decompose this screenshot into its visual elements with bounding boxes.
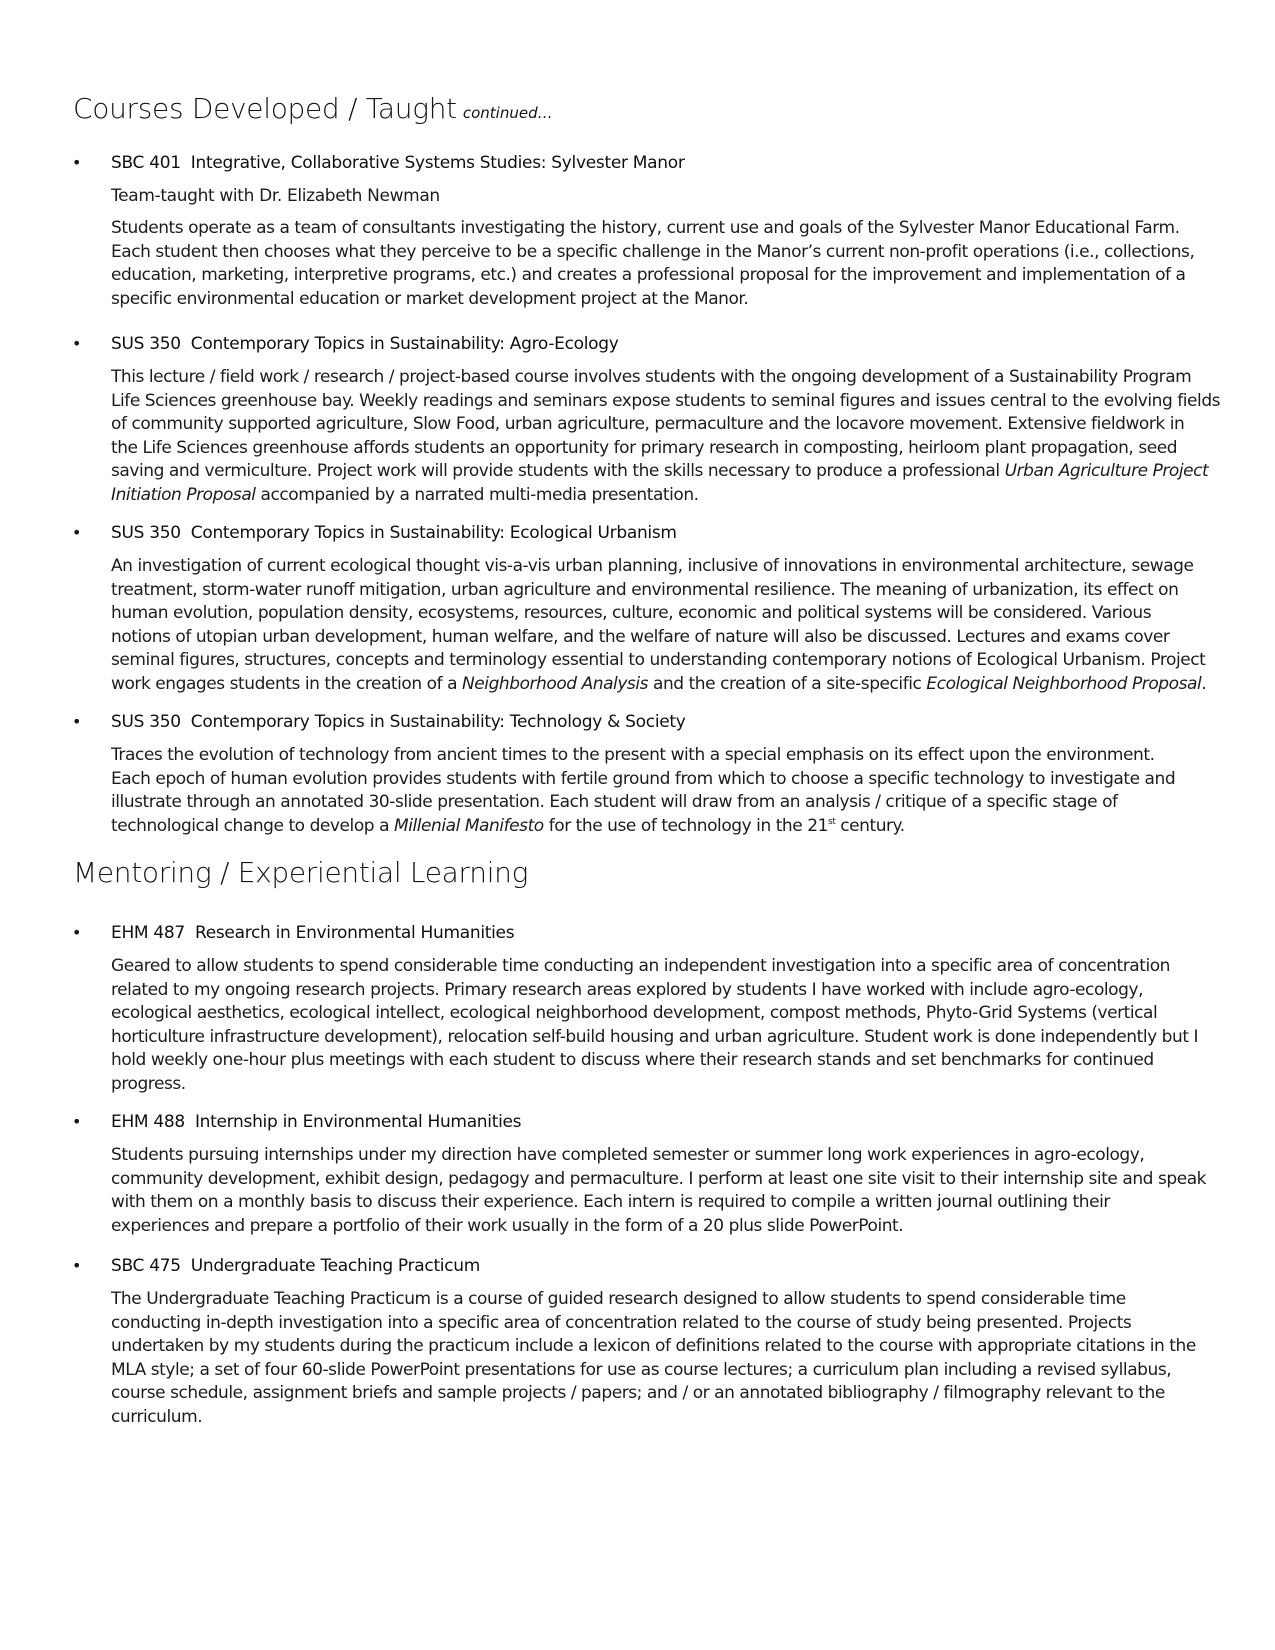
description-line [111, 460, 1220, 484]
bullet: • [72, 334, 82, 353]
course-description [111, 955, 1198, 1096]
description-line: Each student then chooses what they perceive to be a specific challenge in the Manor’s current non-profit operations (i.e., collections, [111, 241, 1195, 262]
text-run: saving and vermiculture. Project work will provide students with the skills necessary to produce a professional [111, 461, 1005, 481]
course-name: Undergraduate Teaching Practicum [190, 1256, 481, 1276]
description-line: progress. [111, 1073, 186, 1094]
course-title [111, 333, 619, 355]
description-line: of community supported agriculture, Slow Food, urban agriculture, permaculture and the locavore movement. Extensive fieldwork in [111, 414, 1185, 434]
text-run: century. [835, 815, 905, 836]
text-run: for the use of technology in the 21 [543, 815, 828, 836]
description-line: notions of utopian urban development, human welfare, and the welfare of nature will also be discussed. Lectures and exams cover [111, 626, 1170, 647]
description-line: seminal figures, structures, concepts and terminology essential to understanding contemporary notions of Ecological Urbanism. Project [111, 650, 1206, 670]
description-line: ecological aesthetics, ecological intellect, ecological neighborhood development, compost methods, Phyto-Grid Systems (vertical [111, 1003, 1158, 1023]
description-line: MLA style; a set of four 60-slide PowerPoint presentations for use as course lectures; a curriculum plan including a revised syllabus, [111, 1359, 1172, 1380]
section-title: Mentoring / Experiential Learning [73, 856, 529, 889]
description-line: conducting in-depth investigation into a specific area of concentration related to the course of study being presented. Projects [111, 1312, 1132, 1333]
ordinal-superscript: st [827, 816, 836, 827]
course-description [111, 1288, 1196, 1429]
description-line [111, 673, 1206, 697]
description-line: hold weekly one-hour plus meetings with each student to discuss where their research stands and set benchmarks for continued [111, 1050, 1154, 1070]
description-line: specific environmental education or market development project at the Manor. [111, 288, 749, 309]
bullet: • [72, 923, 82, 942]
course-code: SBC 401 [111, 153, 181, 173]
description-line: The Undergraduate Teaching Practicum is a course of guided research designed to allow students to spend considerable time [111, 1289, 1126, 1309]
course-code: EHM 487 [111, 923, 185, 943]
course-description [111, 366, 1220, 507]
course-title [111, 522, 677, 544]
course-code: SUS 350 [111, 712, 181, 732]
course-description [111, 217, 1194, 311]
course-title [111, 711, 686, 733]
course-name: Internship in Environmental Humanities [194, 1112, 522, 1132]
italic-title: Initiation Proposal [111, 484, 256, 505]
text-run: accompanied by a narrated multi-media presentation. [255, 484, 699, 505]
team-taught-note: Team-taught with Dr. Elizabeth Newman [111, 186, 440, 206]
description-line: Students operate as a team of consultants investigating the history, current use and goals of the Sylvester Manor Educational Farm. [111, 218, 1180, 238]
text-run: and the creation of a site-specific [648, 673, 927, 694]
description-line: curriculum. [111, 1406, 203, 1427]
description-line: course schedule, assignment briefs and sample projects / papers; and / or an annotated bibliography / filmography relevant to the [111, 1383, 1165, 1403]
course-code: EHM 488 [111, 1112, 185, 1132]
bullet: • [72, 1112, 82, 1131]
course-code: SUS 350 [111, 334, 181, 354]
description-line: Students pursuing internships under my direction have completed semester or summer long work experiences in agro-ecology, [111, 1145, 1145, 1165]
section-heading-courses [73, 92, 553, 125]
course-title [111, 1255, 480, 1277]
description-line: An investigation of current ecological thought vis-a-vis urban planning, inclusive of innovations in environmental architecture, sewage [111, 556, 1194, 576]
course-description [111, 1144, 1206, 1238]
italic-title: Urban Agriculture Project [1004, 461, 1209, 481]
bullet: • [72, 1256, 82, 1275]
text-run: technological change to develop a [111, 815, 394, 836]
italic-title: Neighborhood Analysis [462, 673, 649, 694]
description-line [111, 484, 1220, 508]
course-name: Contemporary Topics in Sustainability: Agro-Ecology [190, 334, 619, 354]
course-title [111, 1111, 521, 1133]
section-title: Courses Developed / Taught [73, 92, 457, 125]
course-name: Integrative, Collaborative Systems Studies: Sylvester Manor [190, 153, 685, 173]
course-code: SUS 350 [111, 523, 181, 543]
bullet: • [72, 712, 82, 731]
bullet: • [72, 153, 82, 172]
description-line: Traces the evolution of technology from ancient times to the present with a special emphasis on its effect upon the environment. [111, 745, 1155, 765]
description-line: Each epoch of human evolution provides students with fertile ground from which to choose a specific technology to investigate and [111, 768, 1176, 789]
description-line: Geared to allow students to spend considerable time conducting an independent investigation into a specific area of concentration [111, 956, 1171, 976]
description-line: horticulture infrastructure development), relocation self-build housing and urban agriculture. Student work is done independently but I [111, 1026, 1199, 1047]
description-line: the Life Sciences greenhouse affords students an opportunity for primary research in composting, heirloom plant propagation, seed [111, 437, 1178, 458]
description-line: experiences and prepare a portfolio of their work usually in the form of a 20 plus slide PowerPoint. [111, 1215, 904, 1236]
description-line: treatment, storm-water runoff mitigation, urban agriculture and environmental resilience. The meaning of urbanization, its effect on [111, 579, 1179, 600]
description-line: Life Sciences greenhouse bay. Weekly readings and seminars expose students to seminal figures and issues central to the evolving fields [111, 390, 1221, 411]
description-line: human evolution, population density, ecosystems, resources, culture, economic and political systems will be considered. Various [111, 603, 1152, 623]
course-title [111, 152, 685, 174]
description-line: related to my ongoing research projects. Primary research areas explored by students I have worked with include agro-ecology, [111, 979, 1144, 1000]
text-run: work engages students in the creation of a [111, 673, 463, 694]
italic-title: Ecological Neighborhood Proposal [926, 673, 1202, 694]
course-description [111, 744, 1175, 838]
description-line: This lecture / field work / research / project-based course involves students with the ongoing development of a Sustainability Program [111, 367, 1192, 387]
course-name: Contemporary Topics in Sustainability: Ecological Urbanism [190, 523, 677, 543]
course-name: Research in Environmental Humanities [194, 923, 515, 943]
course-description [111, 555, 1206, 696]
course-name: Contemporary Topics in Sustainability: Technology & Society [190, 712, 686, 732]
description-line: community development, exhibit design, pedagogy and permaculture. I perform at least one site visit to their internship site and speak [111, 1168, 1207, 1189]
text-run: . [1201, 673, 1207, 694]
course-title [111, 922, 514, 944]
description-line [111, 815, 1175, 839]
bullet: • [72, 523, 82, 542]
section-heading-mentoring [73, 856, 528, 889]
description-line: illustrate through an annotated 30-slide presentation. Each student will draw from an analysis / critique of a specific stage of [111, 792, 1118, 812]
course-code: SBC 475 [111, 1256, 181, 1276]
description-line: with them on a monthly basis to discuss their experience. Each intern is required to compile a written journal outlining their [111, 1192, 1110, 1212]
italic-title: Millenial Manifesto [394, 815, 544, 836]
description-line: undertaken by my students during the practicum include a lexicon of definitions related to the course with appropriate citations in the [111, 1336, 1196, 1356]
continued-label: continued… [462, 104, 553, 122]
description-line: education, marketing, interpretive programs, etc.) and creates a professional proposal for the improvement and implementation of a [111, 265, 1186, 285]
